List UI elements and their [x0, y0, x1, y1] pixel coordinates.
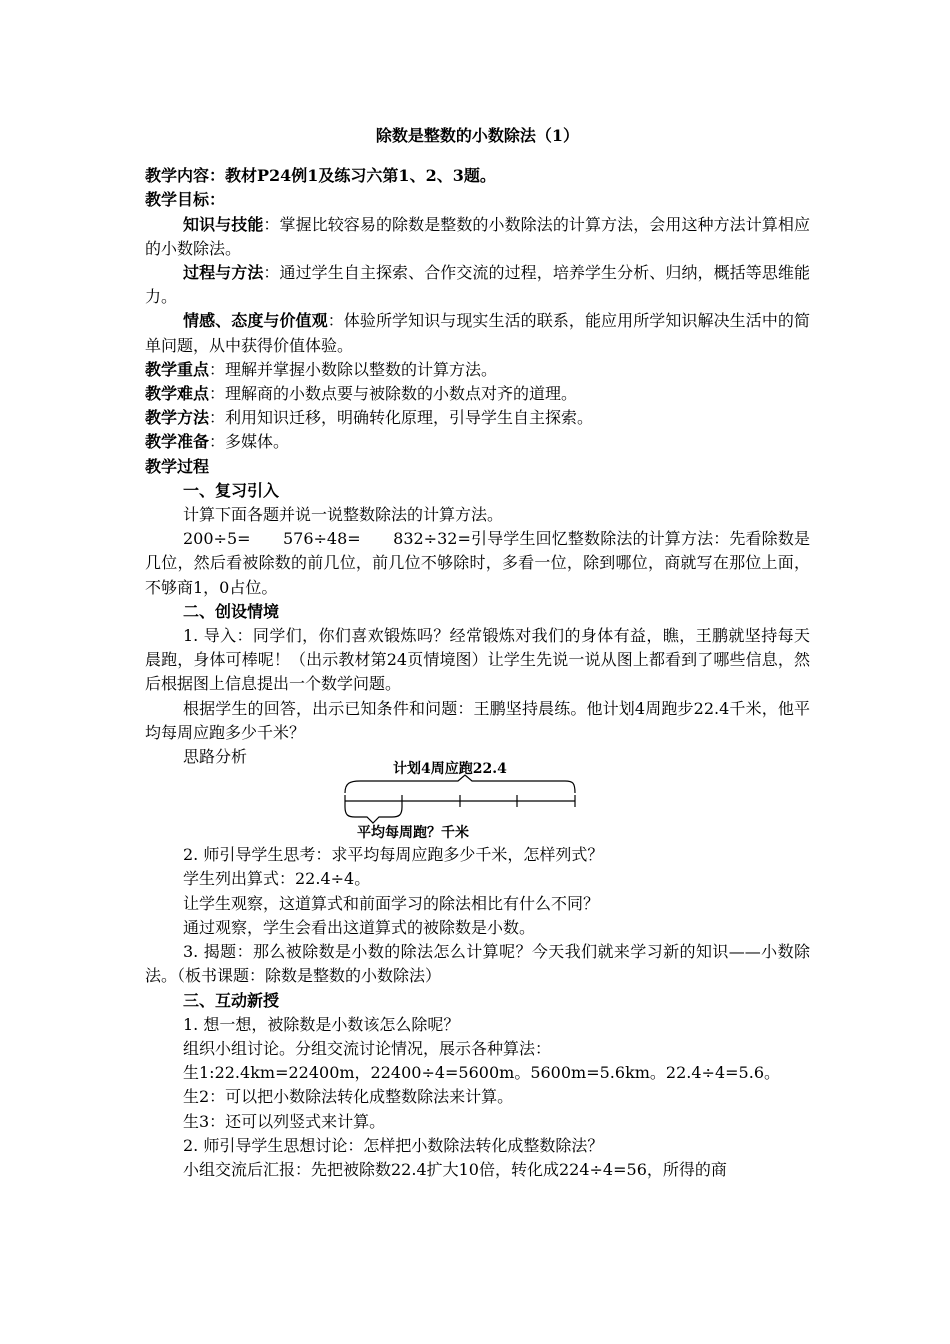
- content-line: 教学内容：教材P24例1及练习六第1、2、3题。: [145, 166, 496, 186]
- goal-process-label: 过程与方法: [183, 263, 264, 283]
- document-body: [145, 124, 810, 1182]
- section-2-paragraph-2: 根据学生的回答，出示已知条件和问题：王鹏坚持晨练。他计划4周跑步22.4千米，他平均每周应跑多少千米？: [145, 698, 810, 742]
- section-3-paragraph-2: 组织小组讨论。分组交流讨论情况，展示各种算法：: [183, 1038, 552, 1058]
- teaching-method-label: 教学方法: [145, 408, 210, 428]
- goal-process-text: ：通过学生自主探索、合作交流的过程，培养学生分析、归纳，概括等思维能力。: [145, 263, 810, 307]
- teaching-prep: [145, 430, 810, 454]
- difficult-point-label: 教学难点: [145, 384, 210, 404]
- section-3-paragraph-7: 小组交流后汇报：先把被除数22.4扩大10倍，转化成224÷4=56，所得的商: [183, 1159, 727, 1179]
- page-title: 除数是整数的小数除法（1）: [375, 126, 580, 145]
- goal-knowledge-text: ：掌握比较容易的除数是整数的小数除法的计算方法，会用这种方法计算相应的小数除法。: [145, 214, 810, 258]
- goal-emotion: [145, 309, 810, 357]
- process-heading: 教学过程: [145, 456, 210, 476]
- goal-emotion-text: ：体验所学知识与现实生活的联系，能应用所学知识解决生活中的简单问题，从中获得价值体验。: [145, 311, 810, 355]
- goal-knowledge-label: 知识与技能: [183, 214, 264, 234]
- section-2-paragraph-1: 1. 导入：同学们，你们喜欢锻炼吗？经常锻炼对我们的身体有益，瞧，王鹏就坚持每天晨跑，身体可棒呢！（出示教材第24页情境图）让学生先说一说从图上都看到了哪些信息，然后根据图上信息提出一个数学问题。: [145, 626, 810, 694]
- teaching-method: [145, 406, 810, 430]
- key-point: [145, 358, 810, 382]
- section-2-paragraph-5: 学生列出算式：22.4÷4。: [183, 869, 371, 889]
- goals-heading: 教学目标：: [145, 190, 226, 210]
- diagram-total-label: 计划4周应跑22.4: [393, 761, 507, 778]
- section-1-paragraph-1: 计算下面各题并说一说整数除法的计算方法。: [183, 505, 504, 525]
- section-3-paragraph-5: 生3：还可以列竖式来计算。: [183, 1111, 386, 1131]
- goal-process: [145, 261, 810, 309]
- section-2-paragraph-6: 让学生观察，这道算式和前面学习的除法相比有什么不同？: [183, 893, 600, 913]
- teaching-prep-label: 教学准备: [145, 432, 210, 452]
- section-1-heading: 一、复习引入: [183, 480, 280, 500]
- diagram-part-label: 平均每周跑？千米: [357, 825, 469, 842]
- section-3-paragraph-6: 2. 师引导学生思想讨论：怎样把小数除法转化成整数除法？: [183, 1135, 604, 1155]
- section-3-heading: 三、互动新授: [183, 990, 280, 1010]
- goal-emotion-label: 情感、态度与价值观: [183, 311, 328, 331]
- goal-knowledge: [145, 213, 810, 261]
- section-3-paragraph-3: 生1:22.4km=22400m，22400÷4=5600m。5600m=5.6km。22.4÷4=5.6。: [183, 1063, 780, 1083]
- difficult-point-text: ：理解商的小数点要与被除数的小数点对齐的道理。: [209, 384, 578, 404]
- teaching-prep-text: ：多媒体。: [209, 432, 290, 452]
- key-point-label: 教学重点: [145, 359, 210, 379]
- section-2-paragraph-7: 通过观察，学生会看出这道算式的被除数是小数。: [183, 917, 536, 937]
- section-1-paragraph-2: 200÷5= 576÷48= 832÷32=引导学生回忆整数除法的计算方法：先看除数是几位，然后看被除数的前几位，前几位不够除时，多看一位，除到哪位，商就写在那位上面，不够商1，0占位。: [145, 529, 810, 597]
- section-3-paragraph-1: 1. 想一想，被除数是小数该怎么除呢？: [183, 1014, 460, 1034]
- teaching-method-text: ：利用知识迁移，明确转化原理，引导学生自主探索。: [209, 408, 594, 428]
- section-2-paragraph-3: 思路分析: [183, 747, 248, 767]
- section-2-heading: 二、创设情境: [183, 601, 280, 621]
- difficult-point: [145, 382, 810, 406]
- line-segment-diagram: [145, 761, 810, 843]
- section-2-paragraph-4: 2. 师引导学生思考：求平均每周应跑多少千米，怎样列式？: [183, 845, 604, 865]
- section-2-paragraph-8: 3. 揭题：那么被除数是小数的除法怎么计算呢？今天我们就来学习新的知识——小数除法。（板书课题：除数是整数的小数除法）: [145, 942, 810, 986]
- key-point-text: ：理解并掌握小数除以整数的计算方法。: [209, 359, 498, 379]
- section-3-paragraph-4: 生2：可以把小数除法转化成整数除法来计算。: [183, 1087, 514, 1107]
